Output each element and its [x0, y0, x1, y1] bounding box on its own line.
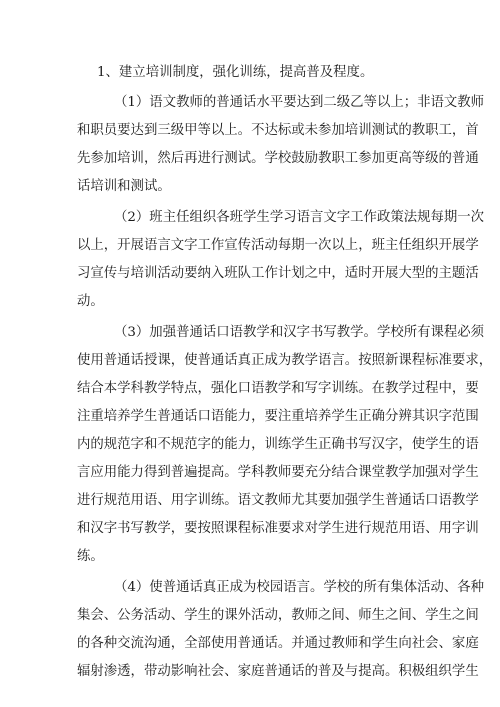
paragraph-3-line-5	[0, 431, 500, 459]
line-text: 结合本学科教学特点，强化口语教学和写字训练。在教学过程中，要	[77, 381, 479, 396]
line-text: 内的规范字和不规范字的能力，训练学生正确书写汉字，使学生的语	[77, 437, 479, 452]
paragraph-3-line-1	[0, 319, 500, 347]
paragraph-3-line-4	[0, 403, 500, 431]
paragraph-1-line-1	[0, 89, 500, 117]
line-text: （1）语文教师的普通话水平要达到二级乙等以上；非语文教师	[114, 95, 485, 110]
paragraph-2-line-3	[0, 260, 500, 288]
paragraph-4-line-4	[0, 658, 500, 686]
paragraph-1-line-3	[0, 145, 500, 173]
line-text: 的各种交流沟通，全部使用普通话。并通过教师和学生向社会、家庭	[77, 636, 479, 651]
paragraph-1-line-2	[0, 117, 500, 145]
line-text: 先参加培训，然后再进行测试。学校鼓励教职工参加更高等级的普通	[77, 151, 479, 166]
paragraph-2-line-4	[0, 288, 500, 316]
paragraph-3-line-8	[0, 515, 500, 543]
paragraph-3-line-7	[0, 487, 500, 515]
line-text: 以上，开展语言文字工作宣传活动每期一次以上，班主任组织开展学	[77, 238, 479, 253]
line-text: 使用普通话授课，使普通话真正成为教学语言。按照新课程标准要求，	[77, 353, 493, 368]
line-text: （3）加强普通话口语教学和汉字书写教学。学校所有课程必须	[114, 325, 485, 340]
paragraph-4-line-1	[0, 574, 500, 602]
paragraph-3-line-9	[0, 543, 500, 571]
line-text: 言应用能力得到普遍提高。学科教师要充分结合课堂教学加强对学生	[77, 465, 479, 480]
line-text: 注重培养学生普通话口语能力，要注重培养学生正确分辨其识字范围	[77, 409, 479, 424]
paragraph-3-line-2	[0, 347, 500, 375]
line-text: 动。	[77, 294, 104, 309]
line-text: 习宣传与培训活动要纳入班队工作计划之中，适时开展大型的主题活	[77, 266, 479, 281]
paragraph-2-line-1	[0, 204, 500, 232]
line-text: 和职员要达到三级甲等以上。不达标或未参加培训测试的教职工，首	[77, 123, 479, 138]
paragraph-3-line-3	[0, 375, 500, 403]
paragraph-2-line-2	[0, 232, 500, 260]
line-text: 辐射渗透，带动影响社会、家庭普通话的普及与提高。积极组织学生	[77, 664, 479, 679]
section-heading	[0, 59, 500, 87]
line-text: 练。	[77, 549, 104, 564]
paragraph-4-line-2	[0, 602, 500, 630]
line-text: （4）使普通话真正成为校园语言。学校的所有集体活动、各种	[114, 580, 485, 595]
paragraph-3-line-6	[0, 459, 500, 487]
line-text: 话培训和测试。	[77, 179, 171, 194]
line-text: （2）班主任组织各班学生学习语言文字工作政策法规每期一次	[114, 210, 485, 225]
line-text: 和汉字书写教学，要按照课程标准要求对学生进行规范用语、用字训	[77, 521, 479, 536]
paragraph-1-line-4	[0, 173, 500, 201]
section-heading-text: 1、建立培训制度，强化训练，提高普及程度。	[97, 65, 374, 80]
line-text: 进行规范用语、用字训练。语文教师尤其要加强学生普通话口语教学	[77, 493, 479, 508]
paragraph-4-line-3	[0, 630, 500, 658]
line-text: 集会、公务活动、学生的课外活动，教师之间、师生之间、学生之间	[77, 608, 479, 623]
